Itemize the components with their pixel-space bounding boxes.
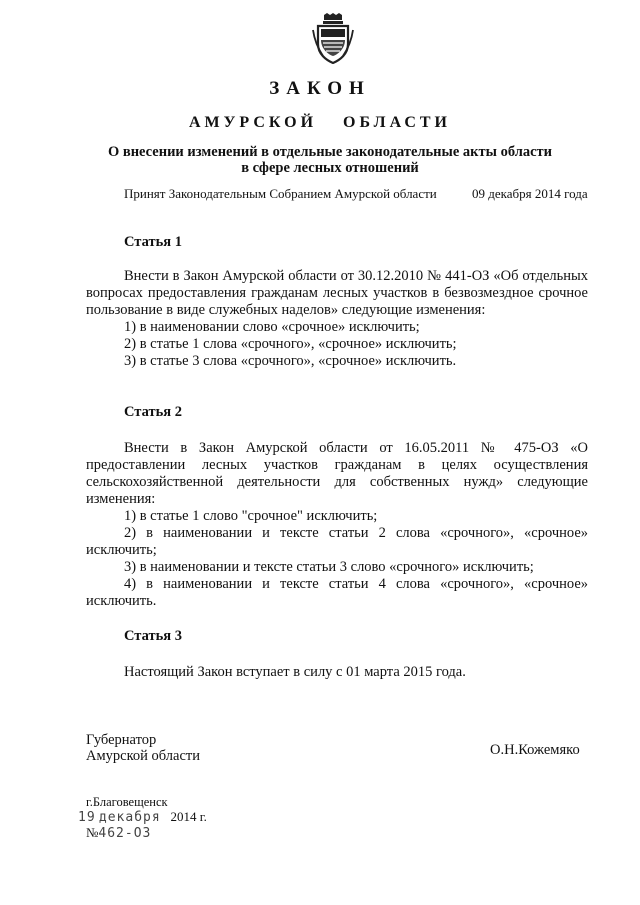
- article-1-item-1: 1) в наименовании слово «срочное» исключить;: [124, 319, 420, 335]
- article-1-item-3: 3) в статье 3 слова «срочного», «срочное» исключить.: [124, 353, 457, 369]
- article-1-item-2: 2) в статье 1 слова «срочного», «срочное» исключить;: [124, 336, 457, 352]
- signatory-region: Амурской области: [86, 748, 200, 764]
- region-name: АМУРСКОЙ ОБЛАСТИ: [189, 114, 451, 131]
- article-2-body: [86, 440, 588, 610]
- law-number-prefix: №: [86, 825, 99, 840]
- signatory-name: О.Н.Кожемяко: [490, 742, 580, 758]
- law-subject: [60, 144, 600, 176]
- article-1-intro: Внести в Закон Амурской области от 30.12.2010 № 441-ОЗ «Об отдельных вопросах предоставления гражданам лесных участков в безвозмездное срочное пользование в виде служебных наделов» следующие изменения:: [86, 268, 588, 318]
- article-2-item-3: 3) в наименовании и тексте статьи 3 слово «срочного» исключить;: [124, 559, 534, 575]
- article-1-heading: Статья 1: [124, 234, 182, 250]
- signing-day: 19: [78, 810, 96, 825]
- document-title: ЗАКОН: [269, 78, 371, 99]
- law-subject-line-2: в сфере лесных отношений: [241, 160, 419, 176]
- signing-month: декабря: [98, 810, 161, 825]
- signatory-position: [86, 732, 200, 764]
- signing-date: [78, 809, 207, 825]
- coat-of-arms-icon: [310, 12, 356, 64]
- article-2-item-2: 2) в наименовании и тексте статьи 2 слова «срочного», «срочное» исключить;: [86, 525, 588, 558]
- law-number: [86, 825, 151, 841]
- adopted-by: Принят Законодательным Собранием Амурской области: [124, 186, 437, 201]
- signatory-title: Губернатор: [86, 732, 157, 748]
- signing-place: г.Благовещенск: [86, 795, 168, 809]
- article-2-intro: Внести в Закон Амурской области от 16.05.2011 № 475-ОЗ «О предоставлении лесных участков гражданам в целях осуществления сельскохозяйственной деятельности для собственных нужд» следующие изменения:: [86, 440, 588, 507]
- article-2-item-4: 4) в наименовании и тексте статьи 4 слова «срочного», «срочное» исключить.: [86, 576, 588, 609]
- signing-year: 2014 г.: [170, 809, 207, 824]
- article-3-text: Настоящий Закон вступает в силу с 01 марта 2015 года.: [124, 664, 466, 680]
- article-3-heading: Статья 3: [124, 628, 182, 644]
- adopted-date: 09 декабря 2014 года: [472, 186, 588, 201]
- law-number-value: 462-ОЗ: [98, 826, 152, 841]
- article-2-heading: Статья 2: [124, 404, 182, 420]
- law-subject-line-1: О внесении изменений в отдельные законодательные акты области: [107, 144, 553, 160]
- article-1-body: [86, 268, 588, 370]
- article-3-body: [86, 664, 588, 681]
- article-2-item-1: 1) в статье 1 слово "срочное" исключить;: [124, 508, 378, 524]
